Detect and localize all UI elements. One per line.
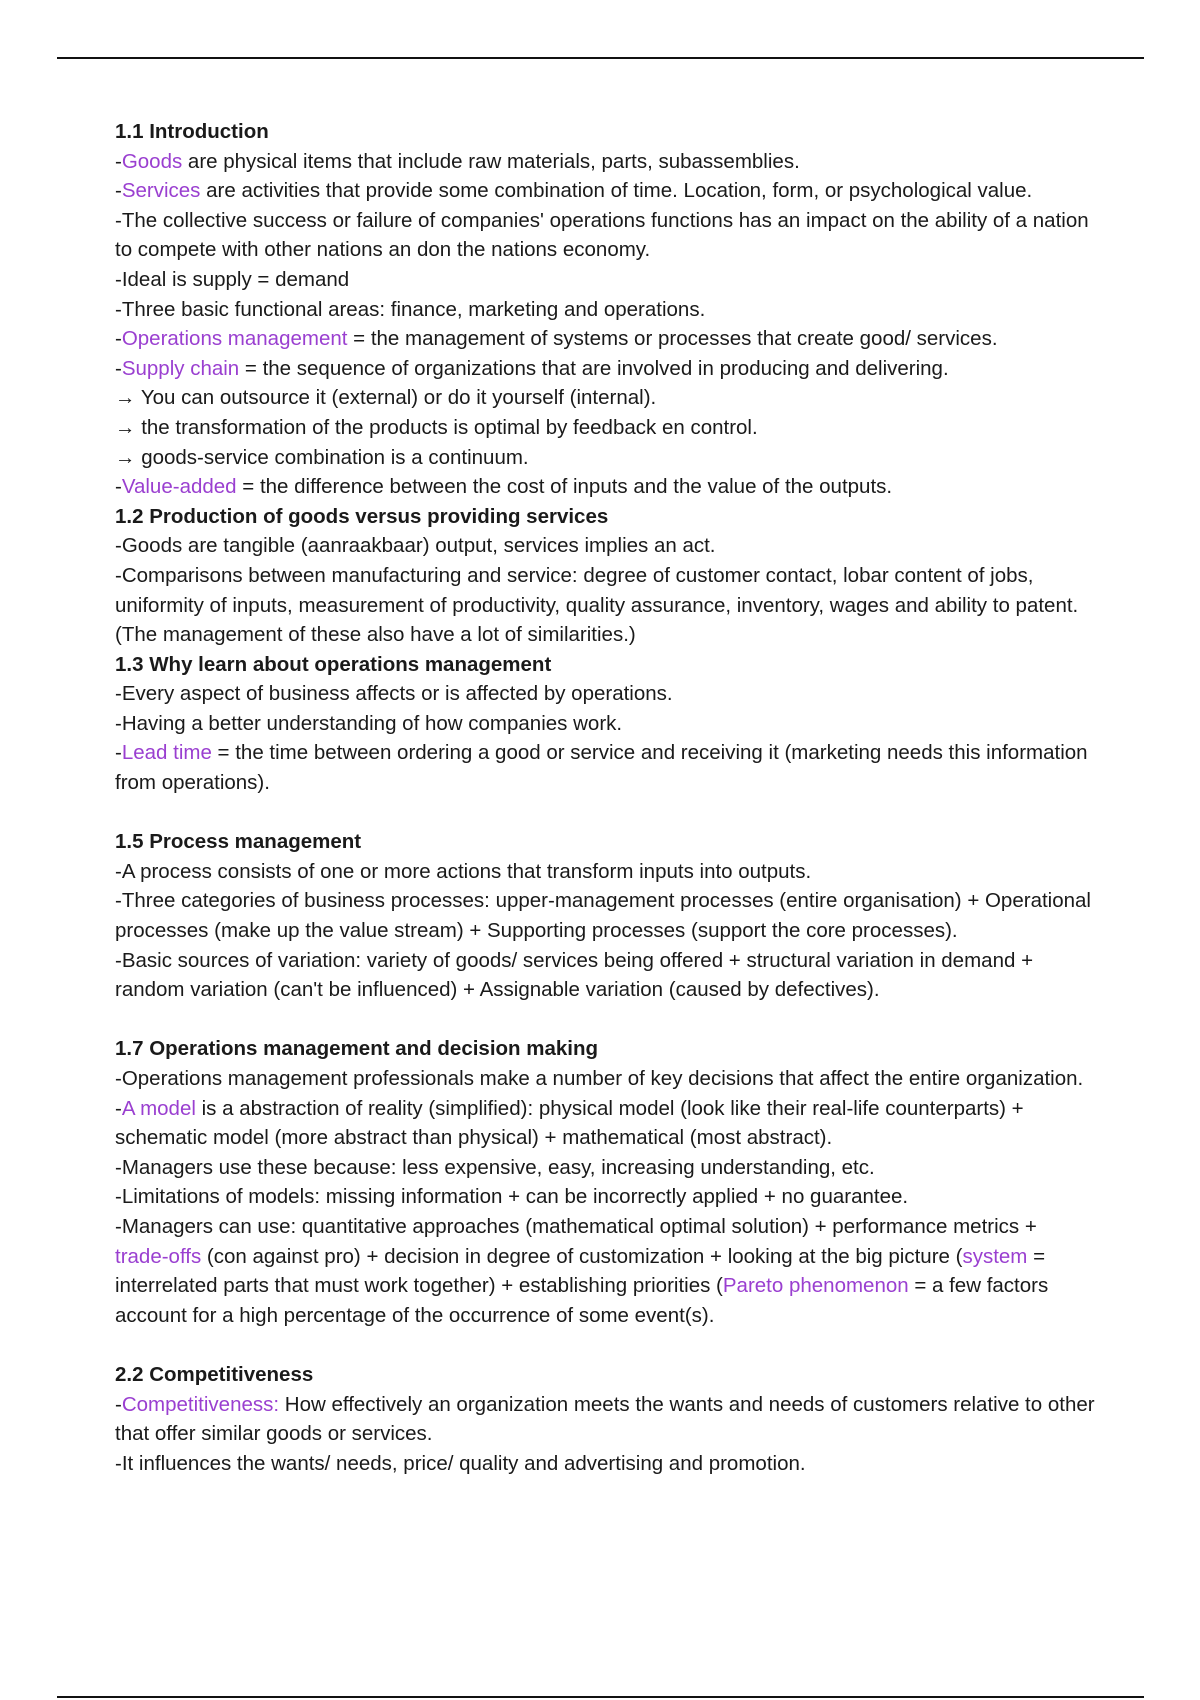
section (115, 502, 1095, 650)
defined-term: Operations management (121, 327, 348, 351)
text-run: = the management of systems or processes that create good/ services. (347, 327, 998, 351)
page-bottom-rule (57, 1696, 1144, 1698)
section-spacer (115, 1005, 1095, 1035)
defined-term: Lead time (121, 741, 212, 765)
text-run: - (115, 327, 122, 351)
defined-term: system (962, 1244, 1028, 1268)
paragraph (115, 295, 1095, 325)
paragraph (115, 1449, 1095, 1479)
paragraph (115, 738, 1095, 797)
defined-term: Value-added (121, 475, 237, 499)
section (115, 1034, 1095, 1360)
paragraph (115, 443, 1095, 473)
text-run: → You can outsource it (external) or do it yourself (internal). (115, 386, 657, 410)
text-run: -Every aspect of business affects or is affected by operations. (115, 682, 673, 706)
text-run: -Ideal is supply = demand (115, 267, 350, 291)
text-run: - (115, 475, 122, 499)
section-heading: 1.2 Production of goods versus providing services (115, 504, 609, 528)
section-heading: 1.3 Why learn about operations management (115, 652, 552, 676)
section-heading: 2.2 Competitiveness (115, 1362, 314, 1386)
text-run: = interrelated parts that must work together) + establishing priorities ( (115, 1244, 1046, 1298)
paragraph (115, 1212, 1095, 1330)
defined-term: A model (121, 1096, 196, 1120)
text-run: = the sequence of organizations that are involved in producing and delivering. (239, 356, 949, 380)
text-run: = the difference between the cost of inputs and the value of the outputs. (236, 475, 893, 499)
paragraph (115, 324, 1095, 354)
text-run: -It influences the wants/ needs, price/ quality and advertising and promotion. (115, 1451, 806, 1475)
defined-term: trade-offs (115, 1244, 202, 1268)
paragraph (115, 206, 1095, 265)
text-run: → the transformation of the products is optimal by feedback en control. (115, 415, 758, 439)
text-run: - (115, 1392, 122, 1416)
paragraph (115, 709, 1095, 739)
document-body (115, 117, 1095, 1478)
defined-term: Competitiveness: (121, 1392, 280, 1416)
text-run: -Comparisons between manufacturing and service: degree of customer contact, lobar content of jobs, uniformity of inputs, measurement of productivity, quality assurance, inventory, wages and ability to patent. (The management of these also have a lot of similarities.) (115, 563, 1079, 647)
text-run: - (115, 356, 122, 380)
paragraph (115, 679, 1095, 709)
text-run: (con against pro) + decision in degree of customization + looking at the big picture ( (201, 1244, 963, 1268)
text-run: are activities that provide some combination of time. Location, form, or psychological value. (200, 179, 1033, 203)
text-run: How effectively an organization meets the wants and needs of customers relative to other that offer similar goods or services. (115, 1392, 1095, 1446)
text-run: - (115, 149, 122, 173)
text-run: -Three categories of business processes: upper-management processes (entire organisation) + Operational processes (make up the value stream) + Supporting processes (support the core processes). (115, 889, 1091, 943)
paragraph (115, 1153, 1095, 1183)
text-run: -Basic sources of variation: variety of goods/ services being offered + structural variation in demand + random variation (can't be influenced) + Assignable variation (caused by defectives). (115, 948, 1034, 1002)
section (115, 1360, 1095, 1478)
text-run: is a abstraction of reality (simplified): physical model (look like their real-life counterparts) + schematic model (more abstract than physical) + mathematical (most abstract). (115, 1096, 1024, 1150)
section-heading: 1.1 Introduction (115, 120, 269, 143)
paragraph (115, 946, 1095, 1005)
section-spacer (115, 1330, 1095, 1360)
paragraph (115, 472, 1095, 502)
paragraph (115, 1064, 1095, 1094)
section-spacer (115, 798, 1095, 828)
text-run: - (115, 1096, 122, 1120)
paragraph (115, 354, 1095, 384)
paragraph (115, 531, 1095, 561)
paragraph (115, 176, 1095, 206)
text-run: -Goods are tangible (aanraakbaar) output, services implies an act. (115, 534, 716, 558)
paragraph (115, 1094, 1095, 1153)
section-heading: 1.5 Process management (115, 830, 362, 854)
paragraph (115, 147, 1095, 177)
section (115, 650, 1095, 828)
section-heading: 1.7 Operations management and decision making (115, 1037, 599, 1061)
text-run: = the time between ordering a good or service and receiving it (marketing needs this information from operations). (115, 741, 1088, 795)
text-run: - (115, 741, 122, 765)
page-top-rule (57, 57, 1144, 59)
defined-term: Services (121, 179, 201, 203)
defined-term: Pareto phenomenon (722, 1274, 909, 1298)
paragraph (115, 383, 1095, 413)
section (115, 117, 1095, 502)
paragraph (115, 857, 1095, 887)
paragraph (115, 413, 1095, 443)
text-run: -Managers use these because: less expensive, easy, increasing understanding, etc. (115, 1155, 875, 1179)
paragraph (115, 265, 1095, 295)
text-run: -The collective success or failure of companies' operations functions has an impact on the ability of a nation to compete with other nations an don the nations economy. (115, 208, 1089, 262)
paragraph (115, 886, 1095, 945)
text-run: = a few factors account for a high percentage of the occurrence of some event(s). (115, 1274, 1049, 1327)
text-run: -Three basic functional areas: finance, marketing and operations. (115, 297, 706, 321)
paragraph (115, 1182, 1095, 1212)
text-run: → goods-service combination is a continuum. (115, 445, 529, 469)
text-run: -Managers can use: quantitative approaches (mathematical optimal solution) + performance metrics + (115, 1214, 1037, 1238)
text-run: - (115, 179, 122, 203)
text-run: are physical items that include raw materials, parts, subassemblies. (182, 149, 800, 173)
text-run: -A process consists of one or more actions that transform inputs into outputs. (115, 859, 812, 883)
text-run: -Operations management professionals make a number of key decisions that affect the entire organization. (115, 1067, 1084, 1090)
section (115, 827, 1095, 1034)
defined-term: Supply chain (121, 356, 240, 380)
defined-term: Goods (121, 149, 183, 173)
text-run: -Limitations of models: missing information + can be incorrectly applied + no guarantee. (115, 1185, 909, 1209)
paragraph (115, 1390, 1095, 1449)
text-run: -Having a better understanding of how companies work. (115, 711, 623, 735)
paragraph (115, 561, 1095, 650)
